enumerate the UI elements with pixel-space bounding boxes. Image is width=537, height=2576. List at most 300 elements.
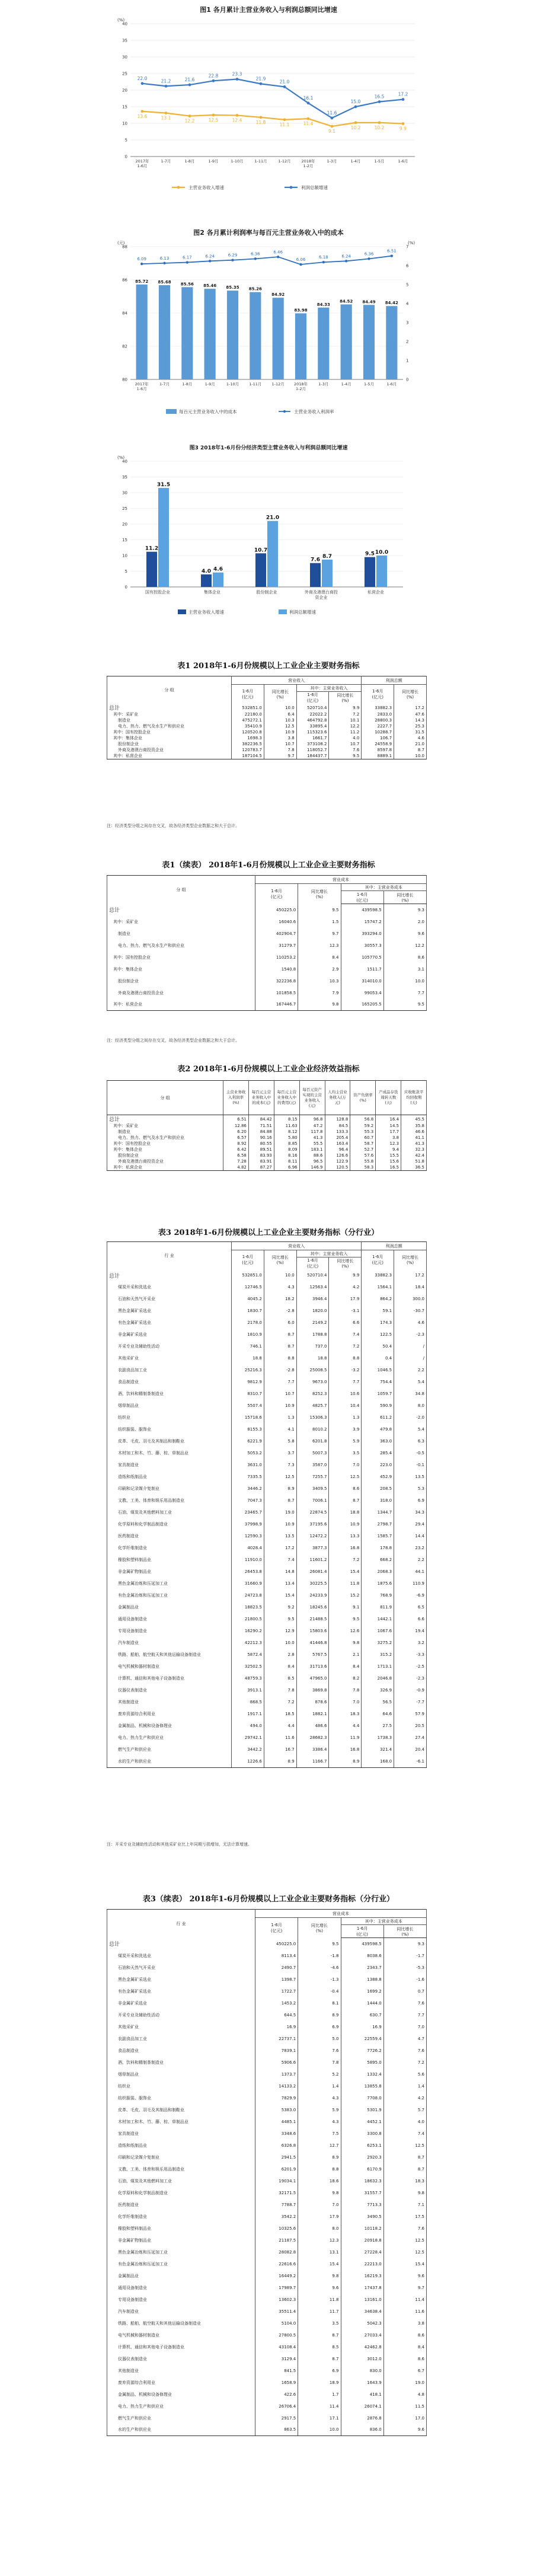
table-row <box>107 975 427 987</box>
table-row <box>107 1153 427 1158</box>
cell-value: 314010.0 <box>341 975 383 987</box>
cell-value: -0.1 <box>394 1459 427 1471</box>
table-row <box>107 2223 427 2235</box>
t3-h-pct: (%) <box>276 1260 284 1265</box>
fig1-point <box>165 111 168 114</box>
cell-value: -0.4 <box>298 1986 341 1997</box>
table-row <box>107 1376 427 1388</box>
cell-value: 29742.1 <box>232 1732 264 1744</box>
cell-value: -6.1 <box>394 1755 427 1767</box>
cell-value: 7.4 <box>329 1329 362 1340</box>
cell-value: 2941.5 <box>255 2152 298 2163</box>
fig3-legend-label: 主营业务收入增速 <box>188 609 224 615</box>
t3-h-yoy: 同比增长 <box>337 1259 354 1263</box>
cell-value: 11910.0 <box>232 1554 264 1566</box>
t1b-h-group: 分 组 <box>107 876 255 904</box>
row-label: 股份制企业 <box>107 741 232 747</box>
cell-value: 28082.8 <box>255 2246 298 2258</box>
table-row <box>107 1578 427 1589</box>
cell-value: 83.91 <box>248 1158 274 1164</box>
table-row <box>107 2318 427 2329</box>
cell-value: 34.8 <box>394 1388 427 1400</box>
cell-value: 3.7 <box>264 1447 296 1459</box>
t3-h-cum: 1-6月 <box>307 1258 318 1263</box>
cell-value: 12472.2 <box>296 1530 329 1542</box>
table-row <box>107 2175 427 2187</box>
row-label: 开采专业及辅助性活动 <box>107 1340 232 1352</box>
table-row <box>107 1269 427 1281</box>
cell-value: 56.8 <box>350 1115 376 1123</box>
row-label: 有色金属冶炼和压延加工业 <box>107 2258 255 2270</box>
cell-value: 35511.4 <box>255 2306 298 2318</box>
row-label: 其中：国有控股企业 <box>107 729 232 735</box>
cell-value: -3.1 <box>329 1305 362 1317</box>
row-label: 股份制企业 <box>107 975 255 987</box>
cell-value: 52.7 <box>350 1147 376 1153</box>
cell-value: 2.8 <box>264 1649 296 1661</box>
t1-h-yoy: 同比增长 <box>271 690 289 694</box>
cell-value: 25008.5 <box>296 1364 329 1376</box>
fig3-bar <box>213 573 223 587</box>
fig2-line-label: 6.17 <box>183 255 192 260</box>
fig1-point <box>354 121 357 124</box>
fig2-x-tick: 1-5月 <box>363 382 375 387</box>
cell-value: 0.4 <box>362 1352 394 1364</box>
cell-value: 6.57 <box>223 1135 249 1141</box>
cell-value: 46.6 <box>401 1129 427 1135</box>
fig2-bar-label: 85.35 <box>226 285 239 291</box>
cell-value: 18245.6 <box>296 1601 329 1613</box>
fig1-point <box>212 79 215 82</box>
cell-value: 16290.2 <box>232 1625 264 1637</box>
cell-value: 5.3 <box>394 1483 427 1495</box>
table-row <box>107 2116 427 2128</box>
cell-value: 494.0 <box>232 1720 264 1732</box>
cell-value: 7.4 <box>264 1554 296 1566</box>
cell-value: 18.8 <box>329 1506 362 1518</box>
cell-value: 11.8 <box>298 2294 341 2306</box>
row-label: 金属制品业 <box>107 1601 232 1613</box>
cell-value: 21187.5 <box>255 2235 298 2246</box>
cell-value: 56.5 <box>362 1696 394 1708</box>
cell-value: 47.6 <box>394 711 427 717</box>
cell-value: 37998.9 <box>232 1518 264 1530</box>
cell-value: 11.4 <box>298 2401 341 2412</box>
fig2-title: 图2 各月累计利润率与每百元主营业务收入中的成本 <box>193 229 344 237</box>
fig2-x-tick: 1-4月 <box>341 382 351 387</box>
cell-value: 55.5 <box>299 1141 325 1147</box>
table-row <box>107 2021 427 2033</box>
row-label: 汽车制造业 <box>107 2306 255 2318</box>
row-label: 电气机械和器材制造业 <box>107 1661 232 1672</box>
row-label: 电力、热力生产和供应业 <box>107 1732 232 1744</box>
cell-value: 178.8 <box>362 1542 394 1554</box>
fig1-point <box>141 82 144 85</box>
cell-value: 7255.7 <box>296 1471 329 1483</box>
cell-value: 23465.7 <box>232 1506 264 1518</box>
cell-value: 15747.2 <box>341 916 383 928</box>
fig2-y-tick-left: 82 <box>122 344 127 349</box>
table-row <box>107 1938 427 1950</box>
fig2-x-tick: 2017年 1-6月 <box>135 382 149 391</box>
cell-value: 1.7 <box>298 2389 341 2401</box>
cell-value: 836.0 <box>341 2424 383 2436</box>
t1-h-yoy: 同比增长 <box>337 693 354 698</box>
row-label: 金属制品业 <box>107 2270 255 2282</box>
fig2-line-label: 6.51 <box>387 248 397 254</box>
cell-value: 7.2 <box>264 1696 296 1708</box>
table-row <box>107 1400 427 1412</box>
fig1-point <box>354 106 357 108</box>
fig2-y-tick-right: 7 <box>406 244 409 250</box>
cell-value: 8155.3 <box>232 1423 264 1435</box>
cell-value: 9.6 <box>383 928 426 940</box>
cell-value: 13.5 <box>394 1471 427 1483</box>
t1-h-unit: (亿元) <box>242 695 254 700</box>
cell-value: 3300.8 <box>341 2128 383 2140</box>
table-row <box>107 2104 427 2116</box>
t1-h-pct: (%) <box>276 695 284 700</box>
cell-value: 5007.3 <box>296 1447 329 1459</box>
row-label: 专用设备制造业 <box>107 2294 255 2306</box>
cell-value: 532851.0 <box>232 704 264 711</box>
cell-value: 2.2 <box>394 1554 427 1566</box>
cell-value: 6201.9 <box>255 2163 298 2175</box>
cell-value: 31660.9 <box>232 1578 264 1589</box>
fig1-legend-label: 主营业务收入增速 <box>188 185 224 190</box>
fig2-bar <box>295 314 306 379</box>
table-row <box>107 1962 427 1974</box>
cell-value: 8.7 <box>298 2353 341 2365</box>
cell-value: 1810.9 <box>232 1329 264 1340</box>
fig3-bar-chart <box>107 452 427 641</box>
cell-value: 2917.5 <box>255 2412 298 2424</box>
cell-value: 285.4 <box>362 1447 394 1459</box>
cell-value: 55.8 <box>350 1158 376 1164</box>
t3b-h-pct: (%) <box>315 1928 323 1933</box>
row-label: 其他制造业 <box>107 1696 232 1708</box>
fig2-legend-marker <box>283 410 286 413</box>
cell-value: 57.6 <box>350 1153 376 1158</box>
t3-body <box>107 1269 427 1767</box>
cell-value: 15.2 <box>329 1589 362 1601</box>
cell-value: 16.8 <box>329 1744 362 1755</box>
cell-value: 1917.1 <box>232 1708 264 1720</box>
cell-value: 2833.0 <box>362 711 394 717</box>
cell-value: 15306.3 <box>296 1412 329 1423</box>
row-label: 总计 <box>107 1938 255 1950</box>
fig3-bar-label: 10.0 <box>375 550 389 556</box>
fig1-y-tick: 40 <box>122 21 127 27</box>
cell-value: 1444.0 <box>341 1997 383 2009</box>
cell-value: 475272.1 <box>232 717 264 723</box>
cell-value: 7713.3 <box>341 2199 383 2211</box>
cell-value: / <box>394 1340 427 1352</box>
t3-h-yoy: 同比增长 <box>402 1255 419 1260</box>
cell-value: 1661.7 <box>296 735 329 741</box>
fig1-data-label: 10.2 <box>350 125 361 130</box>
cell-value: 205.4 <box>325 1135 350 1141</box>
cell-value: 363.0 <box>362 1435 394 1447</box>
fig1-point <box>331 117 334 120</box>
cell-value: 3913.1 <box>232 1684 264 1696</box>
table-row <box>107 741 427 747</box>
cell-value: 18.5 <box>264 1708 296 1720</box>
table-row <box>107 735 427 741</box>
table-row <box>107 2140 427 2152</box>
t3-h-cum: 1-6月 <box>242 1255 254 1259</box>
cell-value: -2.3 <box>394 1672 427 1684</box>
row-label: 家具制造业 <box>107 1459 232 1471</box>
t1-h-pct: (%) <box>341 698 349 703</box>
cell-value: 373108.2 <box>296 741 329 747</box>
cell-value: 9.7 <box>298 928 341 940</box>
fig3-title: 图3 2018年1-6月份分经济类型主营业务收入与利润总额同比增速 <box>189 445 348 451</box>
cell-value: 1067.6 <box>362 1625 394 1637</box>
row-label: 食品制造业 <box>107 1376 232 1388</box>
fig1-legend-label: 利润总额增速 <box>301 185 328 190</box>
cell-value: 11.8 <box>329 1578 362 1589</box>
cell-value: 811.9 <box>362 1601 394 1613</box>
cell-value: 8310.7 <box>232 1388 264 1400</box>
cell-value: 4028.4 <box>232 1542 264 1554</box>
cell-value: 8113.4 <box>255 1950 298 1962</box>
fig1-point <box>212 114 215 117</box>
cell-value: 59.2 <box>350 1123 376 1129</box>
fig1-x-tick: 1-10月 <box>231 159 244 164</box>
cell-value: 15803.6 <box>296 1625 329 1637</box>
cell-value: 644.5 <box>255 2009 298 2021</box>
cell-value: 3.9 <box>329 1423 362 1435</box>
cell-value: -2.0 <box>394 1412 427 1423</box>
table-row <box>107 1566 427 1578</box>
table-row <box>107 2389 427 2401</box>
cell-value: 6.0 <box>264 1317 296 1329</box>
table-row <box>107 1158 427 1164</box>
row-label: 黑色金属冶炼和压延加工业 <box>107 2246 255 2258</box>
cell-value: 16.9 <box>255 2021 298 2033</box>
cell-value: 24558.9 <box>362 741 394 747</box>
fig1-data-label: 21.2 <box>161 78 171 84</box>
t3b-h-cum: 1-6月 <box>356 1926 368 1931</box>
cell-value: 7.7 <box>383 2009 426 2021</box>
cell-value: 1046.5 <box>362 1364 394 1376</box>
table-row <box>107 1329 427 1340</box>
row-label: 金属制品、机械和设备修理业 <box>107 2389 255 2401</box>
cell-value: 520710.4 <box>296 704 329 711</box>
t3-h-rev: 营业收入 <box>232 1242 362 1250</box>
cell-value: 16.4 <box>376 1115 401 1123</box>
cell-value: 8.7 <box>298 2329 341 2341</box>
row-label: 皮革、毛皮、羽毛及其制品和制鞋业 <box>107 2104 255 2116</box>
cell-value: 118052.7 <box>296 747 329 753</box>
cell-value: 1344.7 <box>362 1506 394 1518</box>
cell-value: 10.3 <box>298 975 341 987</box>
cell-value: 83.93 <box>248 1153 274 1158</box>
fig2-bar <box>386 306 397 379</box>
fig1-y-tick: 15 <box>122 104 127 110</box>
cell-value: 7829.9 <box>255 2092 298 2104</box>
cell-value: 12.3 <box>298 2235 341 2246</box>
cell-value: 31713.6 <box>296 1661 329 1672</box>
cell-value: 5767.5 <box>296 1649 329 1661</box>
table-row <box>107 1637 427 1649</box>
cell-value: -7.7 <box>394 1696 427 1708</box>
cell-value: 7.8 <box>298 2057 341 2069</box>
fig2-bar <box>250 292 261 379</box>
cell-value: 7335.5 <box>232 1471 264 1483</box>
cell-value: 452.9 <box>362 1471 394 1483</box>
cell-value: 8.8 <box>329 1352 362 1364</box>
table-row <box>107 2353 427 2365</box>
row-label: 燃气生产和供应业 <box>107 2412 255 2424</box>
t3b-h-unit: (亿元) <box>270 1928 283 1933</box>
cell-value: 44.1 <box>394 1566 427 1578</box>
fig3-bar <box>365 557 375 587</box>
cell-value: 115323.6 <box>296 729 329 735</box>
table-row <box>107 711 427 717</box>
cell-value: 5.9 <box>298 2104 341 2116</box>
cell-value: 10.3 <box>264 717 296 723</box>
row-label: 金属制品、机械和设备修理业 <box>107 1720 232 1732</box>
fig3-x-tick: 国有控股企业 <box>145 590 170 595</box>
cell-value: 120783.7 <box>232 747 264 753</box>
cell-value: 864.2 <box>362 1293 394 1305</box>
cell-value: 3877.3 <box>296 1542 329 1554</box>
cell-value: 26453.8 <box>232 1566 264 1578</box>
fig2-bar-label: 84.33 <box>317 302 330 307</box>
cell-value: 168.0 <box>362 1755 394 1767</box>
table-row <box>107 2163 427 2175</box>
cell-value: 43108.4 <box>255 2341 298 2353</box>
cell-value: 3275.2 <box>362 1637 394 1649</box>
cell-value: 2.9 <box>298 963 341 975</box>
table-row <box>107 1649 427 1661</box>
t3-h-yoy: 同比增长 <box>271 1255 289 1260</box>
cell-value: 126.6 <box>325 1153 350 1158</box>
cell-value: 1540.8 <box>255 963 298 975</box>
cell-value: 223.0 <box>362 1459 394 1471</box>
cell-value: 84.5 <box>325 1123 350 1129</box>
cell-value: -3.2 <box>329 1364 362 1376</box>
fig2-line-label: 6.24 <box>205 254 215 259</box>
fig2-line-label: 6.13 <box>159 256 170 261</box>
cell-value: 7.2 <box>329 711 362 717</box>
fig2-y-tick-right: 3 <box>406 320 409 325</box>
cell-value: 8.16 <box>274 1153 299 1158</box>
t1b-h-cost: 营业成本 <box>255 876 427 884</box>
cell-value: 30557.3 <box>341 940 383 952</box>
cell-value: 106.7 <box>362 735 394 741</box>
row-label: 橡胶和塑料制品业 <box>107 1554 232 1566</box>
table-row <box>107 1974 427 1986</box>
table-row <box>107 928 427 940</box>
cell-value: -4.6 <box>298 1962 341 1974</box>
cell-value: 8.6 <box>383 2353 426 2365</box>
fig1-data-label: 15.0 <box>350 99 361 104</box>
cell-value: 22559.4 <box>341 2033 383 2045</box>
cell-value: 14.8 <box>264 1566 296 1578</box>
cell-value: 133.3 <box>325 1129 350 1135</box>
cell-value: 422.6 <box>255 2389 298 2401</box>
t1b-h-unit: (亿元) <box>270 894 283 899</box>
cell-value: 7.6 <box>383 2045 426 2057</box>
table-row <box>107 2080 427 2092</box>
fig2-y-tick-left: 88 <box>122 244 127 250</box>
fig1-point <box>402 98 405 101</box>
cell-value: 208.5 <box>362 1483 394 1495</box>
fig1-y-tick: 10 <box>122 121 127 126</box>
cell-value: 71.51 <box>248 1123 274 1129</box>
cell-value: 96.4 <box>325 1147 350 1153</box>
cell-value: 8.9 <box>298 2009 341 2021</box>
cell-value: 3946.4 <box>296 1293 329 1305</box>
table-row <box>107 1530 427 1542</box>
cell-value: 12563.4 <box>296 1281 329 1293</box>
cell-value: 4.0 <box>383 2116 426 2128</box>
cell-value: 17989.7 <box>255 2282 298 2294</box>
cell-value: 11.2 <box>329 729 362 735</box>
fig2-y-tick-left: 84 <box>122 311 127 316</box>
cell-value: 3490.5 <box>341 2211 383 2223</box>
cell-value: 10.9 <box>329 1518 362 1530</box>
cell-value: 120520.8 <box>232 729 264 735</box>
cell-value: 3631.0 <box>232 1459 264 1471</box>
cell-value: 27800.5 <box>255 2329 298 2341</box>
cell-value: 17.2 <box>264 1542 296 1554</box>
fig2-point <box>254 257 257 260</box>
fig3-legend-label: 利润总额增速 <box>289 609 316 615</box>
fig2-point <box>391 254 393 257</box>
cell-value: 418.1 <box>341 2389 383 2401</box>
fig1-point <box>283 118 286 121</box>
fig1-data-label: 22.0 <box>137 75 148 81</box>
cell-value: 15.4 <box>298 2258 341 2270</box>
row-label: 开采专业及辅助性活动 <box>107 2009 255 2021</box>
cell-value: 10.0 <box>394 753 427 759</box>
cell-value: 96.5 <box>299 1158 325 1164</box>
row-label: 印刷和记录媒介复制业 <box>107 2152 255 2163</box>
t1-h-unit: (亿元) <box>372 695 383 700</box>
cell-value: 26706.4 <box>255 2401 298 2412</box>
cell-value: 101858.5 <box>255 987 298 999</box>
cell-value: 6170.9 <box>341 2163 383 2175</box>
cell-value: 8.9 <box>264 1483 296 1495</box>
cell-value: 14.3 <box>394 717 427 723</box>
table-row <box>107 1506 427 1518</box>
cell-value: 84.88 <box>248 1129 274 1135</box>
cell-value: 10.0 <box>298 2424 341 2436</box>
fig1-y-tick: 5 <box>124 138 127 143</box>
table-row <box>107 1684 427 1696</box>
cell-value: 4.7 <box>383 2033 426 2045</box>
row-label: 烟草制品业 <box>107 1400 232 1412</box>
cell-value: 163.4 <box>325 1141 350 1147</box>
cell-value: 17.9 <box>298 2211 341 2223</box>
fig3-y-tick: 35 <box>122 475 127 480</box>
cell-value: 9.4 <box>376 1147 401 1153</box>
cell-value: 26074.1 <box>341 2401 383 2412</box>
table-row <box>107 1317 427 1329</box>
table-row <box>107 1364 427 1376</box>
t3-h-profit: 利润总额 <box>362 1242 427 1250</box>
cell-value: 8.4 <box>329 1661 362 1672</box>
fig2-bar-label: 85.26 <box>248 286 262 292</box>
cell-value: 11.6 <box>383 2306 426 2318</box>
table-row <box>107 1293 427 1305</box>
row-label: 其中：采矿业 <box>107 916 255 928</box>
fig2-bar <box>136 285 148 379</box>
